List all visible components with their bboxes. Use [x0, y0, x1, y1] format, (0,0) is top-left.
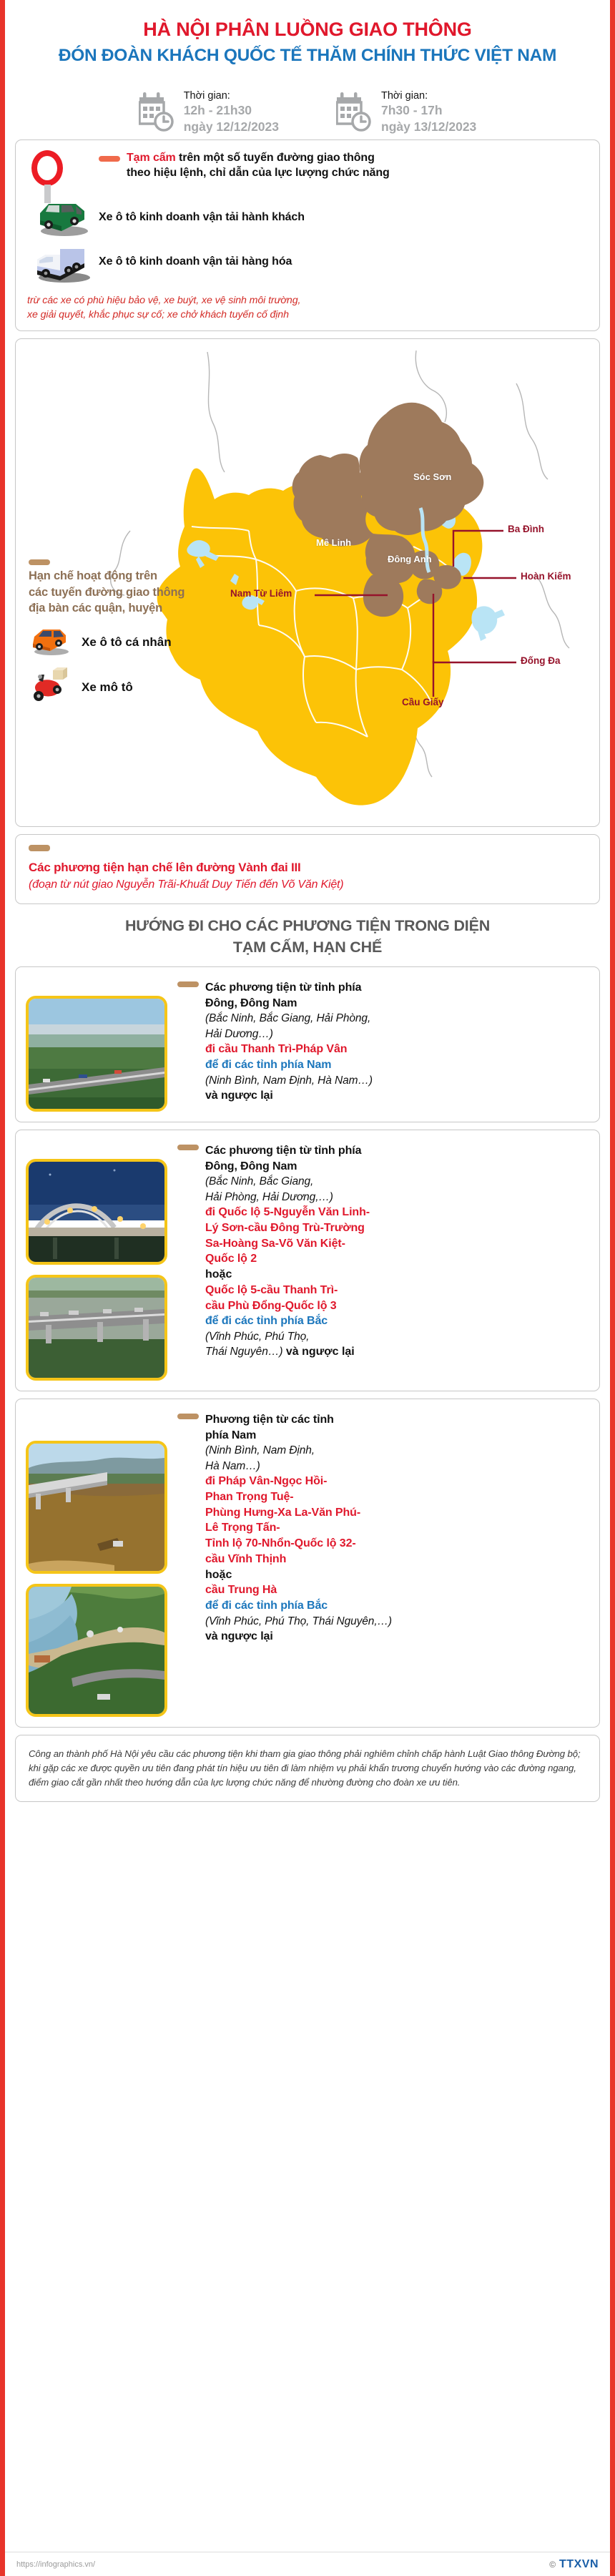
route-line: để đi các tỉnh phía Bắc	[205, 1315, 328, 1328]
blue-truck-icon	[27, 242, 99, 282]
section-heading-line1: HƯỚNG ĐI CHO CÁC PHƯƠNG TIỆN TRONG DIỆN	[124, 917, 491, 935]
route-line: và ngược lại	[205, 1089, 273, 1102]
route-photos	[26, 1409, 173, 1717]
route-line: cầu Phù Đổng-Quốc lộ 3	[205, 1299, 337, 1312]
route-line-italic-part: Thái Nguyên…)	[205, 1346, 286, 1358]
prohibition-headline-rest: trên một số tuyến đường giao thông	[175, 151, 375, 164]
bullet-dash-icon	[29, 845, 50, 851]
prohibition-keyword: Tạm cấm	[127, 151, 176, 164]
time-label: Thời gian:	[183, 90, 230, 102]
route-line: (Vĩnh Phúc, Phú Thọ, Thái Nguyên,…)	[205, 1615, 392, 1627]
route-line: (Vĩnh Phúc, Phú Thọ,	[205, 1331, 310, 1343]
route-line: cầu Vĩnh Thịnh	[205, 1552, 287, 1565]
district-label-cau-giay: Cầu Giấy	[402, 697, 444, 708]
ttxvn-brand: TTXVN	[559, 2557, 599, 2570]
copyright-symbol: ©	[549, 2559, 556, 2570]
route-line: đi Pháp Vân-Ngọc Hồi-	[205, 1475, 328, 1488]
route-line: Các phương tiện từ tỉnh phía	[205, 981, 362, 994]
bullet-dash-icon	[99, 156, 120, 162]
hanoi-map	[16, 339, 599, 826]
district-label-soc-son: Sóc Sơn	[413, 471, 452, 483]
route-line-or: hoặc	[205, 1268, 232, 1281]
route-card	[15, 966, 600, 1122]
route-line: Các phương tiện từ tỉnh phía	[205, 1144, 362, 1157]
section-heading-line2: TẠM CẤM, HẠN CHẾ	[232, 938, 383, 956]
route-line: Đông, Đông Nam	[205, 1160, 297, 1172]
route-line: và ngược lại	[205, 1630, 273, 1643]
district-label-me-linh: Mê Linh	[316, 537, 352, 549]
map-legend-title-line1: Hạn chế hoạt động trên	[29, 569, 157, 583]
legend-item-car	[29, 625, 207, 660]
route-line-or: hoặc	[205, 1568, 232, 1581]
exception-line1: trừ các xe có phù hiệu bảo vệ, xe buýt, xe vệ sinh môi trường,	[27, 294, 301, 306]
orange-car-icon	[29, 625, 73, 660]
route-line: Sa-Hoàng Sa-Võ Văn Kiệt-	[205, 1237, 345, 1250]
vinh-thinh-bridge-photo	[26, 1441, 167, 1574]
prohibition-headline-line2: theo hiệu lệnh, chỉ dẫn của lực lượng chức năng	[127, 167, 390, 180]
route-line: phía Nam	[205, 1429, 257, 1441]
route-line: đi Quốc lộ 5-Nguyễn Văn Linh-	[205, 1206, 370, 1219]
banned-vehicle-label: Xe ô tô kinh doanh vận tải hàng hóa	[99, 255, 292, 268]
route-line: Hải Dương…)	[205, 1027, 273, 1040]
route-body	[173, 977, 588, 1112]
time-text	[184, 89, 279, 135]
time-value: 7h30 - 17h	[381, 103, 443, 118]
red-scooter-icon	[29, 667, 73, 708]
route-line: (Bắc Ninh, Bắc Giang, Hải Phòng,	[205, 1012, 371, 1025]
legend-item-motorbike	[29, 667, 207, 708]
map-legend-title-line3: địa bàn các quận, huyện	[29, 602, 163, 615]
route-line: (Bắc Ninh, Bắc Giang,	[205, 1175, 314, 1188]
route-line-mixed	[205, 1344, 370, 1360]
bullet-dash-icon	[177, 981, 199, 987]
time-block	[139, 89, 279, 135]
route-line: để đi các tỉnh phía Nam	[205, 1058, 332, 1071]
route-line: Đông, Đông Nam	[205, 996, 297, 1009]
route-line: Phan Trọng Tuệ-	[205, 1490, 294, 1503]
district-label-dong-da: Đống Đa	[521, 655, 561, 667]
footer-bar	[5, 2552, 610, 2576]
calendar-clock-icon	[336, 92, 373, 132]
map-legend-title	[29, 568, 207, 616]
note-text: Công an thành phố Hà Nội yêu cầu các phương tiện khi tham gia giao thông phải nghiêm chỉnh chấp hành Luật Giao thông Đường bộ; khi gặp các xe được quyền ưu tiên đang phát tín hiệu ưu tiên đi làm nhiệm vụ phải khẩn trương chuyển hướng vào các đường ngang, điểm giao cắt gần nhất theo hướng dẫn của lực lượng chức năng để nhường đường cho đoàn xe ưu tiên.	[29, 1748, 581, 1788]
trung-ha-riverside-photo	[26, 1584, 167, 1717]
route-line-bold-part: và ngược lại	[285, 1346, 355, 1358]
ring-road-line2: (đoạn từ nút giao Nguyễn Trãi-Khuất Duy Tiến đến Võ Văn Kiệt)	[29, 878, 344, 891]
time-label: Thời gian:	[381, 90, 428, 102]
route-line: Quốc lộ 5-cầu Thanh Trì-	[205, 1283, 338, 1296]
route-line: đi cầu Thanh Trì-Pháp Vân	[205, 1043, 348, 1056]
route-text	[205, 977, 373, 1112]
route-line: Lê Trọng Tấn-	[205, 1522, 280, 1534]
prohibition-card	[15, 139, 600, 331]
exception-note	[27, 293, 588, 322]
legend-label-motorbike: Xe mô tô	[82, 680, 133, 694]
no-entry-sign-icon	[27, 150, 99, 202]
route-line: Tỉnh lộ 70-Nhổn-Quốc lộ 32-	[205, 1537, 356, 1550]
route-line: Hải Phòng, Hải Dương,…)	[205, 1190, 333, 1203]
time-date: ngày 12/12/2023	[183, 119, 279, 134]
route-line: Phương tiện từ các tỉnh	[205, 1413, 334, 1426]
banned-vehicle-label: Xe ô tô kinh doanh vận tải hành khách	[99, 210, 305, 223]
banned-vehicle-row	[27, 242, 588, 282]
route-photos	[26, 1140, 173, 1381]
bullet-dash-icon	[177, 1414, 199, 1419]
calendar-clock-icon	[139, 92, 176, 132]
route-text	[205, 1409, 392, 1717]
route-photos	[26, 977, 173, 1112]
phap-van-highway-photo	[26, 996, 167, 1112]
footer-logo	[549, 2558, 599, 2571]
header	[5, 0, 610, 73]
route-body	[173, 1409, 588, 1717]
route-line: cầu Trung Hà	[205, 1584, 277, 1597]
time-text	[381, 89, 476, 135]
exception-line2: xe giải quyết, khắc phục sự cố; xe chở khách tuyến cố định	[27, 309, 289, 321]
map-card	[15, 338, 600, 827]
bullet-dash-icon	[29, 559, 50, 565]
time-value: 12h - 21h30	[183, 103, 252, 118]
route-line: (Ninh Bình, Nam Định, Hà Nam…)	[205, 1074, 373, 1087]
district-label-dong-anh: Đông Anh	[388, 554, 432, 565]
route-card	[15, 1399, 600, 1728]
route-line: để đi các tỉnh phía Bắc	[205, 1600, 328, 1612]
ring-road-line1: Các phương tiện hạn chế lên đường Vành đai III	[29, 861, 301, 875]
dong-tru-bridge-night-photo	[26, 1159, 167, 1265]
prohibition-headline-row	[27, 150, 588, 202]
district-label-ba-dinh: Ba Đình	[508, 524, 545, 535]
page-title-line1: HÀ NỘI PHÂN LUỒNG GIAO THÔNG	[143, 19, 472, 40]
banned-vehicle-row	[27, 197, 588, 237]
time-row	[5, 89, 610, 139]
legend-label-car: Xe ô tô cá nhân	[82, 635, 172, 649]
route-text	[205, 1140, 370, 1381]
route-line: Phùng Hưng-Xa La-Văn Phú-	[205, 1506, 361, 1519]
footer-url[interactable]: https://infographics.vn/	[16, 2560, 96, 2569]
route-line: Lý Sơn-cầu Đông Trù-Trường	[205, 1221, 365, 1234]
prohibition-headline	[127, 150, 390, 181]
section-heading	[36, 916, 579, 957]
note-card	[15, 1735, 600, 1802]
green-bus-icon	[27, 197, 99, 237]
map-legend-title-line2: các tuyến đường giao thông	[29, 585, 185, 599]
district-label-hoan-kiem: Hoàn Kiếm	[521, 571, 571, 582]
time-date: ngày 13/12/2023	[381, 119, 477, 134]
thanh-tri-bridge-photo	[26, 1275, 167, 1381]
route-line: Quốc lộ 2	[205, 1253, 257, 1265]
district-label-nam-tu-liem: Nam Từ Liêm	[230, 588, 292, 599]
route-card	[15, 1130, 600, 1391]
route-line: Hà Nam…)	[205, 1459, 260, 1472]
time-block	[336, 89, 476, 135]
ring-road-card	[15, 834, 600, 904]
page-title-line2: ĐÓN ĐOÀN KHÁCH QUỐC TẾ THĂM CHÍNH THỨC VIỆT NAM	[58, 45, 557, 65]
route-line: (Ninh Bình, Nam Định,	[205, 1444, 315, 1457]
map-legend	[29, 555, 207, 707]
route-body	[173, 1140, 588, 1381]
bullet-dash-icon	[177, 1145, 199, 1150]
